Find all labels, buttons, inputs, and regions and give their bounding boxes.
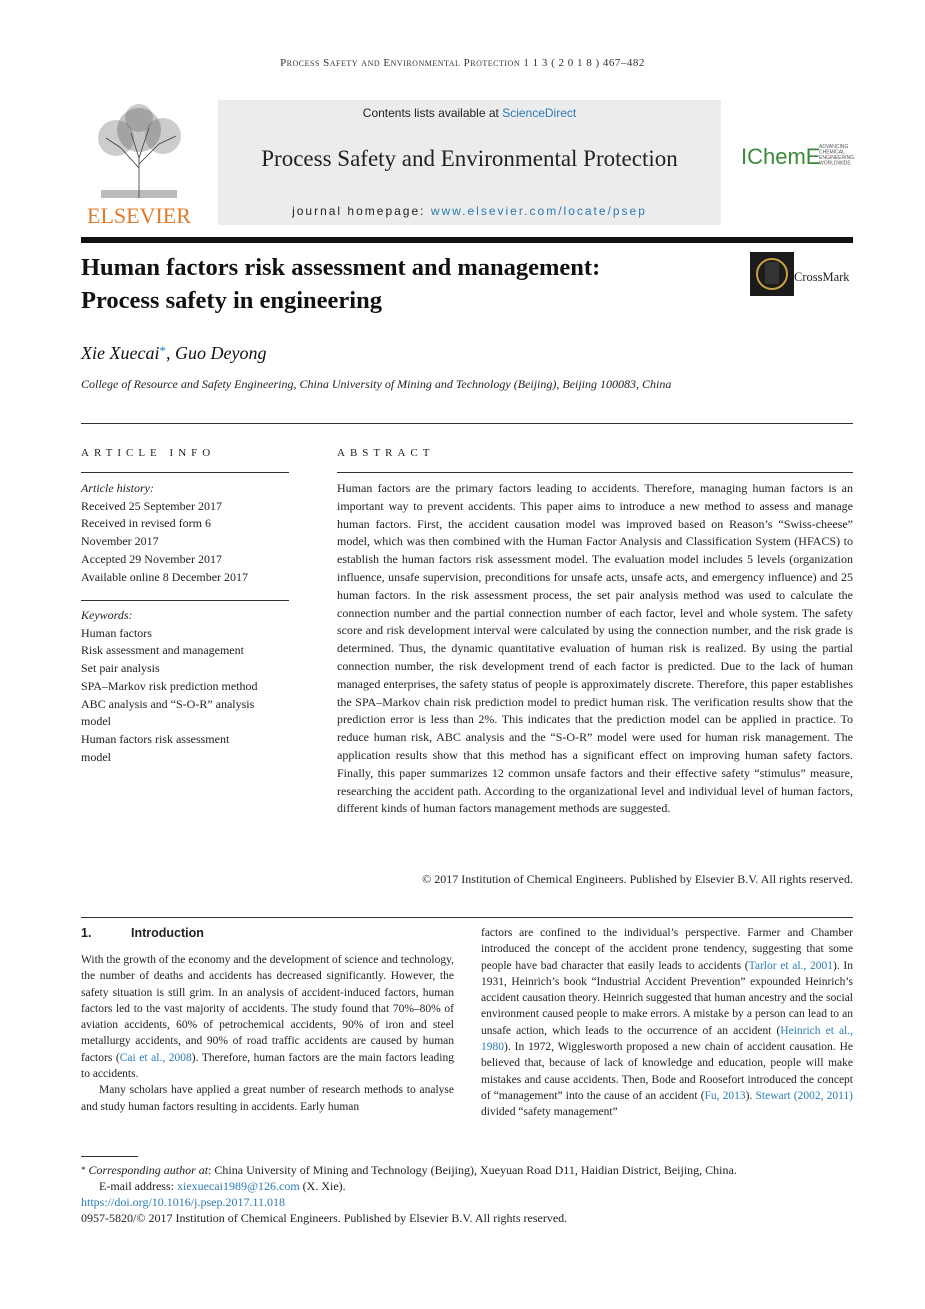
- text-run: ).: [745, 1089, 756, 1102]
- body-rule: [81, 917, 853, 918]
- citation-link[interactable]: Tarlor et al., 2001: [748, 959, 833, 972]
- article-info-heading: ARTICLE INFO: [81, 447, 216, 459]
- crossmark-badge[interactable]: [750, 252, 854, 296]
- keyword: Set pair analysis: [81, 661, 160, 676]
- text-run: ). Therefore, human factors are the main factors leading to accidents.: [81, 1051, 454, 1081]
- history-item: Available online 8 December 2017: [81, 569, 249, 584]
- history-item: Received 25 September 2017: [81, 498, 222, 513]
- abstract-copyright: © 2017 Institution of Chemical Engineers. Published by Elsevier B.V. All rights reserved.: [422, 872, 853, 886]
- footnote-mark: *: [81, 1165, 86, 1175]
- keyword: model: [81, 714, 111, 729]
- footnote-rule: [81, 1156, 138, 1157]
- icheme-logo: [741, 142, 856, 168]
- keyword: Risk assessment and management: [81, 643, 244, 658]
- info-rule: [81, 472, 289, 473]
- text-run: factors are confined to the individual’s perspective. Farmer and Chamber introduced the concept of the accident prone tendency, suggesting that some people have bad character that easily leads to accidents (: [481, 927, 853, 972]
- email-line: [81, 1178, 861, 1194]
- keyword: ABC analysis and “S-O-R” analysis: [81, 696, 255, 711]
- abstract-heading: ABSTRACT: [337, 447, 435, 459]
- keywords: [81, 607, 296, 766]
- crossmark-label: CrossMark: [794, 270, 850, 284]
- citation-link[interactable]: Cai et al., 2008: [119, 1051, 192, 1064]
- section-title: Introduction: [131, 926, 204, 940]
- title-line-2: Process safety in engineering: [81, 287, 382, 314]
- doi-link[interactable]: https://doi.org/10.1016/j.psep.2017.11.018: [81, 1195, 286, 1209]
- keyword: Human factors risk assessment: [81, 731, 230, 746]
- running-head: Process Safety and Environmental Protection 1 1 3 ( 2 0 1 8 ) 467–482: [280, 57, 645, 69]
- citation-link[interactable]: Stewart (2002, 2011): [755, 1089, 853, 1102]
- text-run: ). In 1972, Wigglesworth proposed a new chain of accident causation. He believed that, because of lack of knowledge and education, people will make mistakes and cause accidents. Then, Bode and Roosefort introduced the concept of “management” into the cause of an accident (: [481, 1041, 853, 1102]
- body-column-left: [81, 952, 454, 1115]
- abstract-text: Human factors are the primary factors leading to accidents. Therefore, managing human factors is an important way to prevent accidents. This paper aims to introduce a new method to assess and manage human factors. First, the accident causation model was improved based on Reason’s “Swiss-cheese” model, which was then combined with the Human Factor Analysis and Classification System (HFACS) to establish the human factors risk assessment model. The evaluation model includes 5 levels (organization influence, unsafe supervision, preconditions for unsafe acts, unsafe acts, and emergency influence) and 25 human factors. In the risk assessment process, the set pair analysis method was used to calculate the connection number and the partial connection number of each factor, level and whole system. The safety score and risk development interval were calculated by using the connection number, and the risk grade is determined. Thus, the dynamic quantitative evaluation of human risk is realized. By using the partial connection number, the risk development trend of each factor is predicted. Due to the lack of human managed enterprises, the safety status of people is approximately discrete. Therefore, this paper establishes the SPA–Markov chain risk prediction model to predict human risk. The verification results show that the prediction error is less than 2%. This indicates that the prediction model can be applied in practice. To reduce human risk, ABC analysis and the “S-O-R” model were used for human risk management. The application results show that this method has a significant effect on improving human safety factors. Finally, this paper summarizes 12 common unsafe factors and their effective safety “stimulus” measure, researching the accident path. According to the organizational level and individual level of human factors, different kinds of human factors management methods are suggested.: [337, 481, 853, 816]
- abstract-rule: [337, 472, 853, 473]
- corr-text: : China University of Mining and Technology (Beijing), Xueyuan Road D11, Haidian District, Beijing, China.: [208, 1163, 737, 1177]
- section-heading-introduction: [81, 926, 204, 940]
- keyword: SPA–Markov risk prediction method: [81, 678, 258, 693]
- email-link[interactable]: xiexuecai1989@126.com: [176, 1179, 300, 1193]
- body-column-right: [481, 925, 853, 1121]
- history-label: Article history:: [81, 481, 154, 495]
- keyword: Human factors: [81, 625, 152, 640]
- homepage-prefix: journal homepage:: [292, 204, 431, 218]
- article-history: [81, 480, 296, 586]
- contents-prefix: Contents lists available at: [362, 106, 503, 120]
- issn-line: 0957-5820/© 2017 Institution of Chemical Engineers. Published by Elsevier B.V. All rights reserved.: [81, 1211, 568, 1225]
- contents-line: [218, 106, 721, 120]
- affiliation: College of Resource and Safety Engineering, China University of Mining and Technology (Beijing), Beijing 100083, China: [81, 377, 672, 391]
- corresponding-mark[interactable]: *: [159, 343, 166, 358]
- keywords-rule: [81, 600, 289, 601]
- corr-label: Corresponding author at: [88, 1163, 209, 1177]
- icheme-wordmark: IChemE: [741, 144, 821, 168]
- history-item: Received in revised form 6: [81, 516, 211, 531]
- elsevier-wordmark: ELSEVIER: [87, 203, 191, 226]
- authors: [81, 343, 266, 364]
- author-1[interactable]: Xie Xuecai: [81, 343, 160, 363]
- sciencedirect-link[interactable]: ScienceDirect: [502, 106, 577, 120]
- icheme-tagline-1: ADVANCING: [819, 144, 849, 150]
- section-number: 1.: [81, 926, 92, 940]
- text-run: ). In 1931, Heinrich’s book “Industrial Accident Prevention” expounded Heinrich’s accident causation theory. Heinrich suggested that human ancestry and the social environment caused people to make errors. A mistake by a person can lead to an unsafe action, which leads to the occurrence of an accident (: [481, 959, 853, 1037]
- author-separator: ,: [165, 343, 175, 363]
- article-title: [81, 251, 741, 317]
- info-top-rule: [81, 423, 853, 424]
- paragraph: [481, 925, 853, 1121]
- header-rule: [81, 237, 853, 243]
- keyword: model: [81, 749, 111, 764]
- history-item: November 2017: [81, 534, 159, 549]
- title-line-1: Human factors risk assessment and management:: [81, 254, 601, 281]
- homepage-link[interactable]: www.elsevier.com/locate/psep: [430, 204, 647, 218]
- history-item: Accepted 29 November 2017: [81, 551, 222, 566]
- citation-link[interactable]: Fu, 2013: [704, 1089, 746, 1102]
- icheme-tagline-3: ENGINEERING: [819, 155, 855, 161]
- paragraph: [81, 952, 454, 1082]
- footnotes: [81, 1162, 861, 1226]
- text-run: divided “safety management”: [481, 1106, 618, 1119]
- keywords-label: Keywords:: [81, 608, 133, 622]
- icheme-tagline-2: CHEMICAL: [819, 149, 845, 156]
- email-label: E-mail address:: [99, 1179, 177, 1193]
- email-suffix: (X. Xie).: [299, 1179, 346, 1193]
- citation-link[interactable]: Heinrich et al., 1980: [481, 1024, 853, 1054]
- text-run: With the growth of the economy and the development of science and technology, the number of deaths and accidents has decreased significantly. However, the safety situation is still grim. In an analysis of accident-induced factors, human factors led to the vast majority of accidents. The study found that 70%–80% of aviation accidents, 60% of petrochemical accidents, 90% of iron and steel metallurgy accidents, and 90% of road traffic accidents are caused by human factors (: [81, 954, 454, 1064]
- author-2[interactable]: Guo Deyong: [174, 343, 267, 363]
- homepage-line: [218, 204, 721, 218]
- icheme-tagline-4: WORLDWIDE: [819, 160, 851, 167]
- elsevier-tree-logo: [81, 98, 197, 226]
- journal-name: Process Safety and Environmental Protection: [261, 146, 678, 171]
- paragraph: Many scholars have applied a great number of research methods to analyse and study human factors resulting in accidents. Early human: [81, 1084, 454, 1113]
- corresponding-footnote: [81, 1162, 861, 1178]
